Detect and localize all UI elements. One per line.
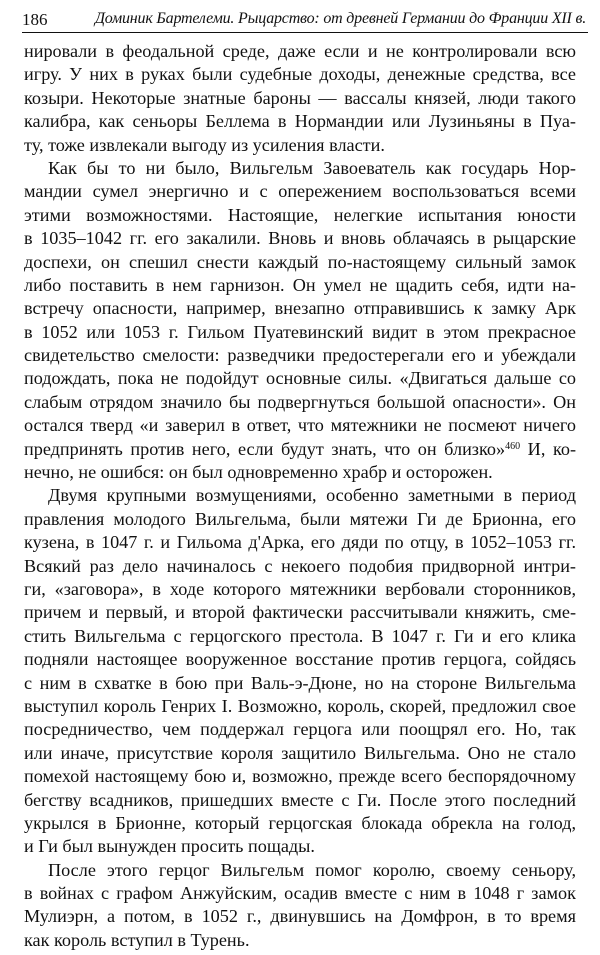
text-line: игру. У них в руках были судебные доходы, денежные средства, все	[24, 64, 576, 85]
text-line: как король вступил в Турень.	[24, 929, 250, 950]
text-line: подождать, пока не подойдут основные силы. «Двигаться дальше со	[24, 368, 576, 389]
text-line: Двумя крупными возмущениями, особенно заметными в период	[48, 485, 576, 506]
text-line: После этого герцог Вильгельм помог королю, своему сеньору,	[48, 859, 576, 880]
text-line: стить Вильгельма с герцогского престола. В 1047 г. Ги и его клика	[24, 625, 576, 646]
text-line: посредничество, чем поддержал герцога или поощрял его. Но, так	[24, 719, 576, 740]
text-line: встречу опасности, например, внезапно отправившись к замку Арк	[24, 298, 576, 319]
body-text	[24, 40, 576, 952]
text-line: причем и первый, и второй фактически рассчитывали княжить, сме-	[24, 602, 576, 623]
text-line: мандии сумел энергично и с опережением воспользоваться всеми	[24, 181, 576, 202]
text-line: кузена, в 1047 г. и Гильома д'Арка, его дяди по отцу, в 1052–1053 гг.	[24, 532, 576, 553]
text-line: и Ги был вынужден просить пощады.	[24, 836, 315, 857]
text-line: калибра, как сеньоры Беллема в Нормандии или Лузиньяны в Пуа-	[24, 111, 576, 132]
running-title: Доминик Бартелеми. Рыцарство: от древней Германии до Франции XII в.	[94, 10, 586, 27]
text-line: или иначе, присутствие короля защитило Вильгельма. Оно не стало	[24, 742, 576, 763]
page-number: 186	[22, 10, 48, 29]
text-line: помехой настоящему бою и, возможно, прежде всего беспорядочному	[24, 766, 576, 787]
text-line-with-footnote	[24, 438, 576, 461]
text-line: ги, «заговора», в ходе которого мятежники вербовали сторонников,	[24, 578, 576, 599]
text-line: подняли настоящее вооруженное восстание против герцога, сойдясь	[24, 649, 576, 670]
text-line: козыри. Некоторые знатные бароны — вассалы князей, люди такого	[24, 87, 576, 108]
text-line: нировали в феодальной среде, даже если и не контролировали всю	[24, 41, 576, 61]
text-line: слабым отрядом значило бы подвергнуться большой опасности». Он	[24, 391, 576, 412]
text-line: в 1035–1042 гг. его закалили. Вновь и вновь облачаясь в рыцарские	[24, 228, 576, 249]
text-line: Как бы то ни было, Вильгельм Завоеватель как государь Нор-	[48, 157, 576, 178]
footnote-marker[interactable]: 460	[505, 440, 521, 452]
text-line: правления молодого Вильгельма, были мятежи Ги де Брионна, его	[24, 508, 576, 529]
text-line: в войнах с графом Анжуйским, осадив вместе с ним в 1048 г замок	[24, 883, 576, 904]
page-header	[22, 6, 588, 33]
text-line: выступил король Генрих I. Возможно, король, скорей, предложил свое	[24, 695, 576, 716]
text-line: остался тверд «и заверил в ответ, что мятежники не посмеют ничего	[24, 415, 576, 436]
text-line: ту, тоже извлекали выгоду из усиления власти.	[24, 134, 385, 155]
text-line: бегству всадников, пришедших вместе с Ги. После этого последний	[24, 789, 576, 810]
text-line: Всякий раз дело начиналось с некоего подобия придворной интри-	[24, 555, 576, 576]
text-line: нечно, не ошибся: он был одновременно храбр и осторожен.	[24, 462, 493, 483]
text-line: свидетельство смелости: разведчики предостерегали его и убеждали	[24, 345, 576, 366]
text-line: укрылся в Брионне, который герцогская блокада обрекла на голод,	[24, 812, 576, 833]
text-line: Мулиэрн, а потом, в 1052 г., двинувшись на Домфрон, в то время	[24, 906, 576, 927]
text-line: с ним в схватке в бою при Валь-э-Дюне, но на стороне Вильгельма	[24, 672, 576, 693]
text-line: этими возможностями. Настоящие, нелегкие испытания юности	[24, 204, 576, 225]
text-line: либо поставить в нем гарнизон. Он умел не щадить себя, идти на-	[24, 274, 576, 295]
text-line: в 1052 или 1053 г. Гильом Пуатевинский видит в этом прекрасное	[24, 321, 576, 342]
text-line: доспехи, он спешил снести каждый по-настоящему сильный замок	[24, 251, 576, 272]
line-segment: И, ко-	[520, 438, 577, 459]
line-segment: предпринять против него, если будут знать, что он близко»	[24, 438, 506, 459]
